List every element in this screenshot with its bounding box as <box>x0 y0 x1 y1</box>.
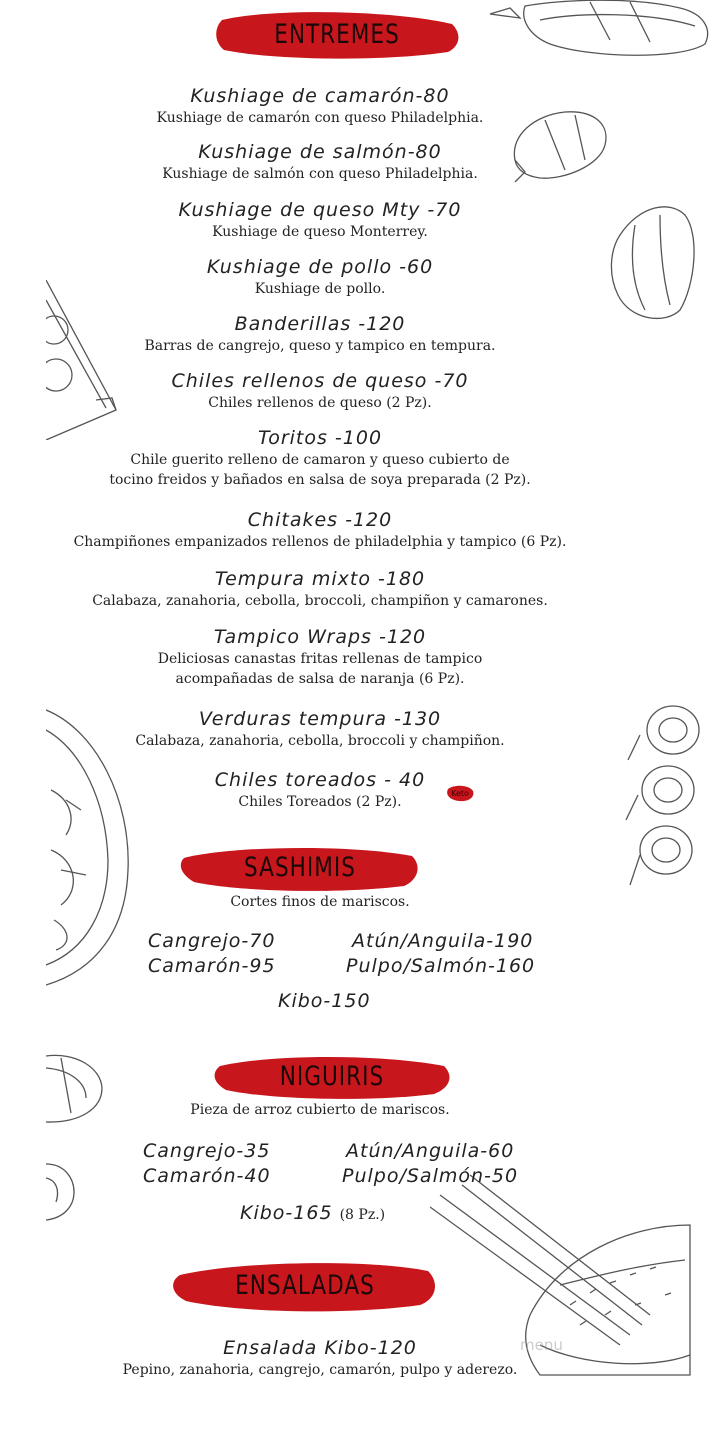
sashimi-item: Cangrejo-70 <box>148 930 276 952</box>
item-desc: Champiñones empanizados rellenos de philadelphia y tampico (6 Pz). <box>73 534 567 550</box>
keto-label: Keto <box>451 788 469 798</box>
item-name: Chiles toreados - 40 <box>214 769 426 791</box>
item-desc: Kushiage de salmón con queso Philadelphia. <box>162 166 478 182</box>
item-desc: Kushiage de queso Monterrey. <box>212 224 428 240</box>
menu-item <box>40 508 600 552</box>
menu-item <box>40 707 600 751</box>
menu-item <box>40 255 600 299</box>
item-desc: Pepino, zanahoria, cangrejo, camarón, pulpo y aderezo. <box>122 1362 518 1378</box>
niguiri-kibo <box>240 1202 385 1224</box>
item-name: Kushiage de pollo -60 <box>206 256 434 278</box>
menu-item <box>40 140 600 184</box>
nigiri-right-drawing <box>600 195 710 325</box>
watermark: menu <box>520 1336 563 1354</box>
item-name: Ensalada Kibo-120 <box>223 1337 417 1359</box>
item-name: Tempura mixto -180 <box>214 568 426 590</box>
sashimis-subtitle: Cortes finos de mariscos. <box>230 894 410 910</box>
item-desc: Chiles rellenos de queso (2 Pz). <box>208 395 432 411</box>
entremes-banner <box>212 6 462 62</box>
menu-item <box>40 369 600 413</box>
niguiri-item: Cangrejo-35 <box>143 1140 271 1162</box>
sashimi-item: Pulpo/Salmón-160 <box>346 955 536 977</box>
menu-item <box>40 312 600 356</box>
item-name: Tampico Wraps -120 <box>213 626 427 648</box>
menu-item <box>40 198 600 242</box>
niguiris-subtitle: Pieza de arroz cubierto de mariscos. <box>190 1102 450 1118</box>
niguiris-banner <box>212 1050 452 1102</box>
item-desc: Chile guerito relleno de camaron y queso cubierto de <box>130 452 510 468</box>
menu-item <box>40 567 600 611</box>
menu-item <box>40 426 600 490</box>
keto-badge <box>445 783 475 803</box>
item-desc: Barras de cangrejo, queso y tampico en tempura. <box>144 338 496 354</box>
item-desc: Chiles Toreados (2 Pz). <box>238 794 402 810</box>
sashimi-item: Atún/Anguila-190 <box>352 930 534 952</box>
niguiris-title: NIGUIRIS <box>279 1060 385 1092</box>
item-name: Chiles rellenos de queso -70 <box>171 370 469 392</box>
niguiri-item: Pulpo/Salmón-50 <box>342 1165 519 1187</box>
item-name: Chitakes -120 <box>247 509 393 531</box>
ensaladas-title: ENSALADAS <box>235 1269 375 1301</box>
sushi-top-right-drawing <box>480 0 722 90</box>
item-desc: Deliciosas canastas fritas rellenas de tampico <box>157 651 483 667</box>
item-name: Kushiage de camarón-80 <box>190 85 450 107</box>
menu-item <box>40 768 600 812</box>
item-desc: Calabaza, zanahoria, cebolla, broccoli, champiñon y camarones. <box>92 593 548 609</box>
item-name: Kushiage de salmón-80 <box>198 141 442 163</box>
sashimi-item: Kibo-150 <box>278 990 371 1012</box>
menu-item <box>40 625 600 689</box>
item-name: Verduras tempura -130 <box>198 708 442 730</box>
niguiri-kibo-note: (8 Pz.) <box>339 1207 386 1223</box>
roll-left-small-drawing <box>46 1160 78 1224</box>
entremes-title: ENTREMES <box>274 18 400 50</box>
item-name: Toritos -100 <box>257 427 383 449</box>
niguiri-item: Atún/Anguila-60 <box>346 1140 515 1162</box>
plate-left-drawing <box>46 280 118 440</box>
item-desc-line2: acompañadas de salsa de naranja (6 Pz). <box>175 671 465 687</box>
sashimi-item: Camarón-95 <box>148 955 276 977</box>
item-desc: Kushiage de camarón con queso Philadelphia. <box>156 110 484 126</box>
sashimis-banner <box>180 840 420 894</box>
niguiri-item: Kibo-165 <box>240 1202 333 1224</box>
item-name: Kushiage de queso Mty -70 <box>178 199 462 221</box>
niguiri-item: Camarón-40 <box>143 1165 271 1187</box>
item-desc: Kushiage de pollo. <box>254 281 386 297</box>
sashimis-title: SASHIMIS <box>244 851 356 883</box>
menu-item <box>40 1336 600 1380</box>
item-desc: Calabaza, zanahoria, cebolla, broccoli y champiñon. <box>135 733 505 749</box>
menu-item <box>40 84 600 128</box>
sushi-rolls-right-drawing <box>618 700 704 900</box>
item-desc-line2: tocino freidos y bañados en salsa de soya preparada (2 Pz). <box>109 472 531 488</box>
item-name: Banderillas -120 <box>234 313 406 335</box>
ensaladas-banner <box>170 1255 440 1315</box>
